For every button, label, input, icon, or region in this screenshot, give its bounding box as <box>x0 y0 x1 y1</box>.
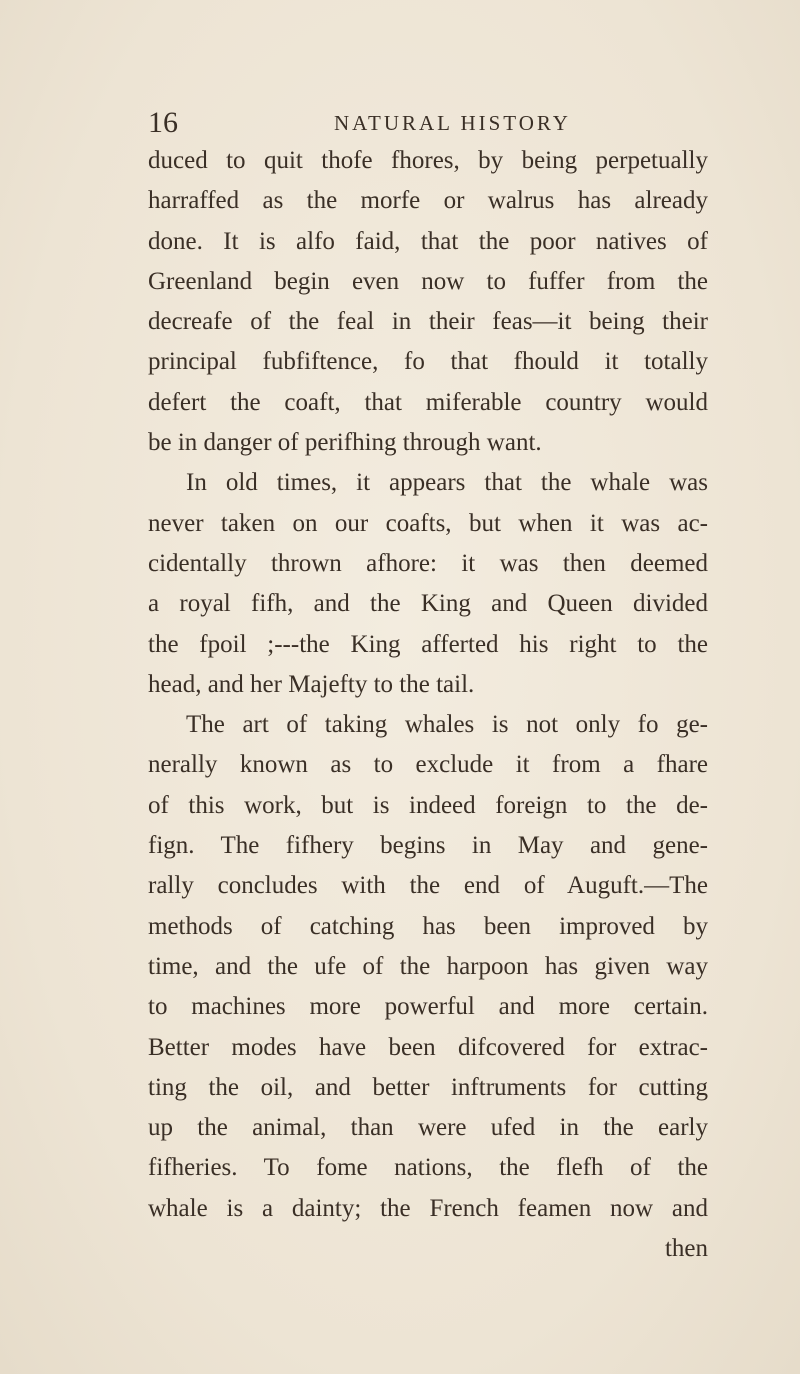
text-line: done. It is alfo faid, that the poor natives of <box>148 227 708 255</box>
text-line: principal fubfiftence, fo that fhould it totally <box>148 348 708 376</box>
text-line: to machines more powerful and more certain. <box>148 993 708 1021</box>
paragraph-start-line: In old times, it appears that the whale was <box>186 469 708 497</box>
text-line: methods of catching has been improved by <box>148 912 708 940</box>
text-line: whale is a dainty; the French feamen now and <box>148 1194 708 1222</box>
text-line: harraffed as the morfe or walrus has already <box>148 187 708 215</box>
text-line: up the animal, than were ufed in the early <box>148 1114 708 1142</box>
text-line: time, and the ufe of the harpoon has given way <box>148 952 708 980</box>
text-line: defert the coaft, that miferable country would <box>148 388 708 416</box>
catchword: then <box>664 1235 708 1263</box>
text-line: the fpoil ;---the King afferted his right to the <box>148 630 708 658</box>
text-line: rally concludes with the end of Auguft.—The <box>148 872 708 900</box>
text-line: duced to quit thofe fhores, by being perpetually <box>148 147 708 174</box>
paragraph-start-line: The art of taking whales is not only fo ge- <box>186 711 708 739</box>
text-line: Better modes have been difcovered for extrac- <box>148 1033 708 1061</box>
page-number: 16 <box>148 106 178 139</box>
text-line: Greenland begin even now to fuffer from the <box>148 267 708 295</box>
text-line: ting the oil, and better inftruments for cutting <box>148 1073 708 1101</box>
body-text <box>148 141 708 1269</box>
text-line: fign. The fifhery begins in May and gene- <box>148 832 708 860</box>
text-line: a royal fifh, and the King and Queen divided <box>148 590 708 618</box>
text-line: never taken on our coafts, but when it was ac- <box>148 509 708 537</box>
page-header <box>148 103 708 143</box>
text-line: cidentally thrown afhore: it was then deemed <box>148 549 708 577</box>
text-line: head, and her Majefty to the tail. <box>148 670 475 698</box>
text-line: be in danger of perifhing through want. <box>148 429 542 457</box>
running-head: NATURAL HISTORY <box>334 111 571 135</box>
text-line: decreafe of the feal in their feas—it being their <box>148 308 708 336</box>
text-line: of this work, but is indeed foreign to the de- <box>148 791 708 819</box>
text-line: fifheries. To fome nations, the flefh of the <box>148 1154 708 1182</box>
text-line: nerally known as to exclude it from a fhare <box>148 751 708 779</box>
